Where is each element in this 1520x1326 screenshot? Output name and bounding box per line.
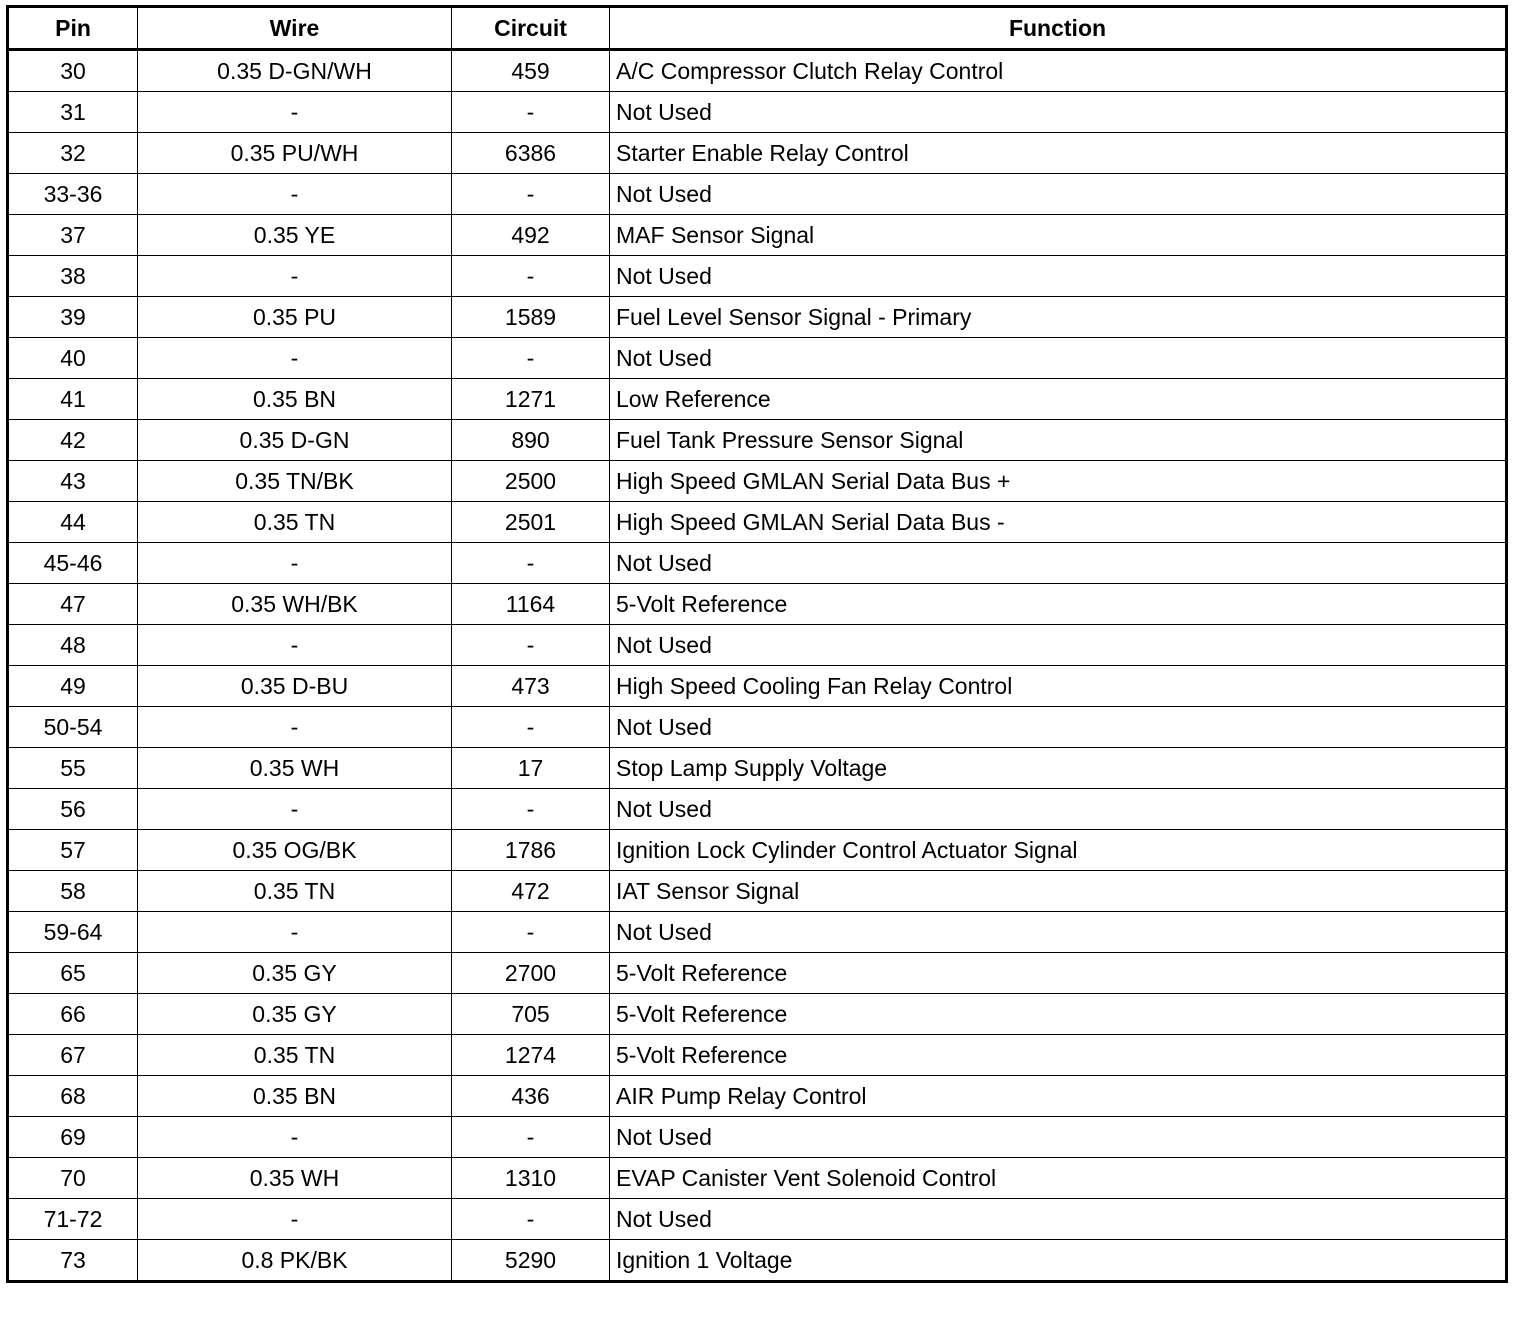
table-row: [8, 666, 1507, 707]
cell-circuit: 1164: [452, 584, 610, 625]
cell-wire: -: [138, 92, 452, 133]
cell-pin: 73: [8, 1240, 138, 1282]
cell-function: IAT Sensor Signal: [610, 871, 1507, 912]
cell-wire: 0.35 YE: [138, 215, 452, 256]
cell-pin: 56: [8, 789, 138, 830]
cell-pin: 30: [8, 50, 138, 92]
table-row: [8, 707, 1507, 748]
cell-circuit: -: [452, 789, 610, 830]
cell-function: Not Used: [610, 625, 1507, 666]
cell-pin: 65: [8, 953, 138, 994]
cell-circuit: 492: [452, 215, 610, 256]
cell-wire: 0.35 D-GN/WH: [138, 50, 452, 92]
cell-circuit: -: [452, 1117, 610, 1158]
cell-pin: 48: [8, 625, 138, 666]
table-row: [8, 1117, 1507, 1158]
table-row: [8, 50, 1507, 92]
table-row: [8, 502, 1507, 543]
cell-pin: 59-64: [8, 912, 138, 953]
cell-wire: 0.35 OG/BK: [138, 830, 452, 871]
cell-function: EVAP Canister Vent Solenoid Control: [610, 1158, 1507, 1199]
header-pin: Pin: [8, 7, 138, 50]
cell-function: Not Used: [610, 707, 1507, 748]
cell-circuit: -: [452, 707, 610, 748]
cell-pin: 45-46: [8, 543, 138, 584]
table-row: [8, 789, 1507, 830]
cell-wire: -: [138, 174, 452, 215]
cell-pin: 33-36: [8, 174, 138, 215]
table-header: [8, 7, 1507, 50]
cell-wire: 0.35 GY: [138, 994, 452, 1035]
cell-function: High Speed GMLAN Serial Data Bus +: [610, 461, 1507, 502]
table-row: [8, 133, 1507, 174]
cell-wire: 0.35 BN: [138, 379, 452, 420]
table-row: [8, 871, 1507, 912]
cell-pin: 32: [8, 133, 138, 174]
cell-function: Fuel Level Sensor Signal - Primary: [610, 297, 1507, 338]
cell-function: MAF Sensor Signal: [610, 215, 1507, 256]
cell-wire: -: [138, 256, 452, 297]
cell-wire: -: [138, 912, 452, 953]
cell-pin: 41: [8, 379, 138, 420]
cell-pin: 37: [8, 215, 138, 256]
cell-function: Starter Enable Relay Control: [610, 133, 1507, 174]
cell-function: High Speed Cooling Fan Relay Control: [610, 666, 1507, 707]
header-circuit: Circuit: [452, 7, 610, 50]
cell-wire: 0.35 WH: [138, 1158, 452, 1199]
cell-function: 5-Volt Reference: [610, 1035, 1507, 1076]
cell-wire: -: [138, 625, 452, 666]
cell-pin: 55: [8, 748, 138, 789]
table-row: [8, 92, 1507, 133]
table-row: [8, 338, 1507, 379]
cell-circuit: -: [452, 543, 610, 584]
cell-function: Not Used: [610, 1199, 1507, 1240]
cell-wire: 0.35 BN: [138, 1076, 452, 1117]
cell-wire: 0.35 PU/WH: [138, 133, 452, 174]
table-row: [8, 953, 1507, 994]
cell-circuit: 436: [452, 1076, 610, 1117]
cell-wire: -: [138, 543, 452, 584]
table-row: [8, 215, 1507, 256]
table-row: [8, 379, 1507, 420]
cell-wire: 0.35 TN: [138, 1035, 452, 1076]
cell-circuit: 5290: [452, 1240, 610, 1282]
cell-function: Not Used: [610, 789, 1507, 830]
cell-pin: 70: [8, 1158, 138, 1199]
cell-wire: 0.35 WH/BK: [138, 584, 452, 625]
cell-wire: 0.35 PU: [138, 297, 452, 338]
cell-wire: 0.8 PK/BK: [138, 1240, 452, 1282]
cell-circuit: 890: [452, 420, 610, 461]
cell-pin: 44: [8, 502, 138, 543]
table-row: [8, 1035, 1507, 1076]
cell-wire: 0.35 GY: [138, 953, 452, 994]
cell-wire: -: [138, 789, 452, 830]
cell-function: Not Used: [610, 912, 1507, 953]
cell-wire: -: [138, 1117, 452, 1158]
header-function: Function: [610, 7, 1507, 50]
cell-pin: 31: [8, 92, 138, 133]
cell-pin: 47: [8, 584, 138, 625]
table-row: [8, 1076, 1507, 1117]
cell-circuit: 6386: [452, 133, 610, 174]
cell-pin: 42: [8, 420, 138, 461]
table-row: [8, 543, 1507, 584]
cell-function: Not Used: [610, 543, 1507, 584]
cell-circuit: 459: [452, 50, 610, 92]
cell-circuit: 1310: [452, 1158, 610, 1199]
cell-function: 5-Volt Reference: [610, 953, 1507, 994]
cell-function: Ignition 1 Voltage: [610, 1240, 1507, 1282]
cell-circuit: -: [452, 338, 610, 379]
cell-wire: 0.35 D-GN: [138, 420, 452, 461]
cell-wire: 0.35 WH: [138, 748, 452, 789]
table-row: [8, 256, 1507, 297]
cell-function: High Speed GMLAN Serial Data Bus -: [610, 502, 1507, 543]
table-row: [8, 297, 1507, 338]
cell-circuit: 472: [452, 871, 610, 912]
cell-wire: 0.35 TN: [138, 502, 452, 543]
cell-pin: 50-54: [8, 707, 138, 748]
cell-function: Fuel Tank Pressure Sensor Signal: [610, 420, 1507, 461]
cell-circuit: 2501: [452, 502, 610, 543]
table-row: [8, 1240, 1507, 1282]
cell-circuit: 1271: [452, 379, 610, 420]
header-row: [8, 7, 1507, 50]
cell-pin: 68: [8, 1076, 138, 1117]
cell-function: Not Used: [610, 92, 1507, 133]
cell-circuit: 1786: [452, 830, 610, 871]
cell-function: Stop Lamp Supply Voltage: [610, 748, 1507, 789]
cell-wire: 0.35 TN: [138, 871, 452, 912]
cell-circuit: -: [452, 625, 610, 666]
cell-pin: 57: [8, 830, 138, 871]
cell-pin: 40: [8, 338, 138, 379]
table-row: [8, 1158, 1507, 1199]
table-row: [8, 420, 1507, 461]
cell-pin: 49: [8, 666, 138, 707]
cell-circuit: 705: [452, 994, 610, 1035]
cell-circuit: 2700: [452, 953, 610, 994]
table-row: [8, 830, 1507, 871]
cell-function: A/C Compressor Clutch Relay Control: [610, 50, 1507, 92]
table-row: [8, 461, 1507, 502]
cell-circuit: 473: [452, 666, 610, 707]
cell-pin: 67: [8, 1035, 138, 1076]
table-row: [8, 748, 1507, 789]
cell-function: 5-Volt Reference: [610, 994, 1507, 1035]
cell-circuit: 1589: [452, 297, 610, 338]
cell-pin: 39: [8, 297, 138, 338]
cell-pin: 71-72: [8, 1199, 138, 1240]
cell-circuit: 1274: [452, 1035, 610, 1076]
header-wire: Wire: [138, 7, 452, 50]
table-body: [8, 50, 1507, 1282]
cell-circuit: -: [452, 1199, 610, 1240]
cell-function: Not Used: [610, 338, 1507, 379]
cell-pin: 43: [8, 461, 138, 502]
table-row: [8, 912, 1507, 953]
cell-function: Ignition Lock Cylinder Control Actuator Signal: [610, 830, 1507, 871]
cell-function: 5-Volt Reference: [610, 584, 1507, 625]
cell-circuit: 17: [452, 748, 610, 789]
cell-function: Not Used: [610, 174, 1507, 215]
cell-wire: 0.35 D-BU: [138, 666, 452, 707]
cell-circuit: 2500: [452, 461, 610, 502]
table-row: [8, 994, 1507, 1035]
cell-pin: 66: [8, 994, 138, 1035]
cell-circuit: -: [452, 256, 610, 297]
cell-wire: -: [138, 707, 452, 748]
cell-function: Not Used: [610, 256, 1507, 297]
table-row: [8, 625, 1507, 666]
cell-pin: 38: [8, 256, 138, 297]
table-row: [8, 584, 1507, 625]
cell-wire: 0.35 TN/BK: [138, 461, 452, 502]
cell-function: AIR Pump Relay Control: [610, 1076, 1507, 1117]
table-row: [8, 174, 1507, 215]
cell-circuit: -: [452, 92, 610, 133]
connector-pinout-table: [6, 5, 1508, 1283]
cell-pin: 58: [8, 871, 138, 912]
cell-wire: -: [138, 338, 452, 379]
cell-wire: -: [138, 1199, 452, 1240]
table-row: [8, 1199, 1507, 1240]
cell-circuit: -: [452, 174, 610, 215]
cell-circuit: -: [452, 912, 610, 953]
cell-function: Not Used: [610, 1117, 1507, 1158]
cell-function: Low Reference: [610, 379, 1507, 420]
cell-pin: 69: [8, 1117, 138, 1158]
